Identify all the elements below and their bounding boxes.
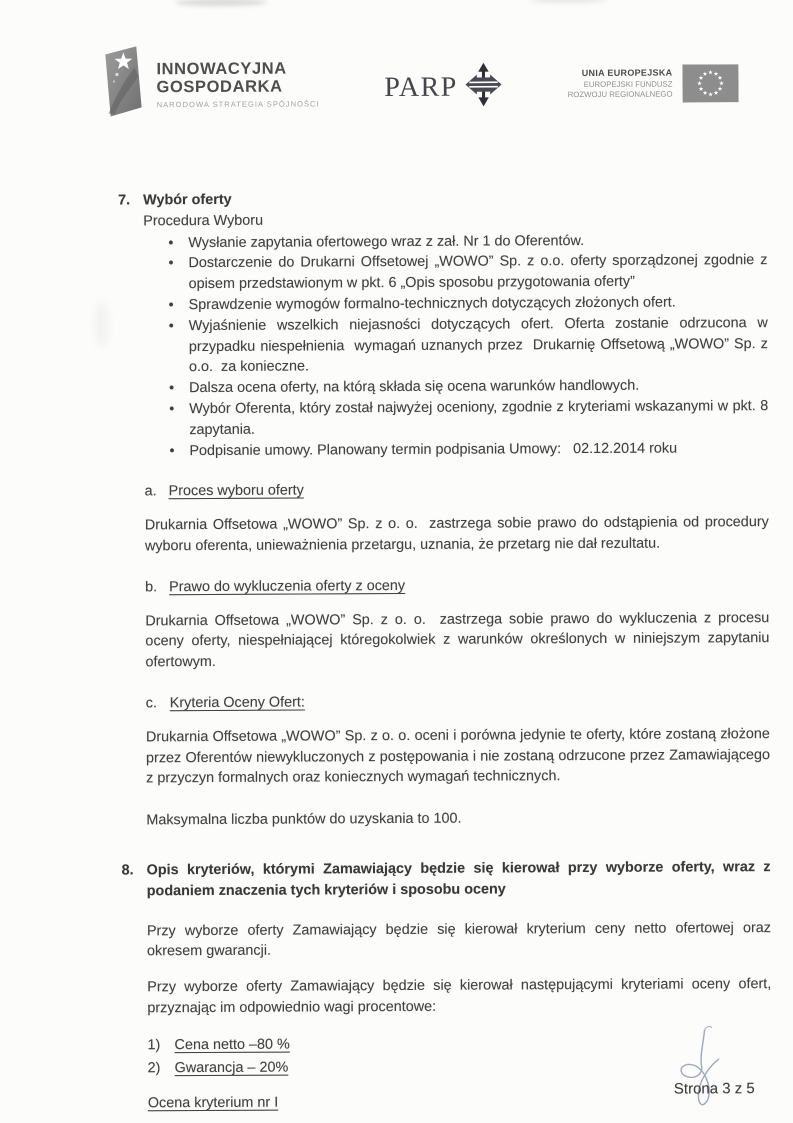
section-8-number: 8. [121, 862, 134, 879]
subsection-letter: b. [145, 579, 158, 596]
criterion-label: Gwarancja – 20% [174, 1059, 289, 1076]
subsection-c-paragraph: Drukarnia Offsetowa „WOWO” Sp. z o. o. oceni i porówna jedynie te oferty, które zostaną złożone przez Oferentów niewykluczonych z postępowania i nie zostaną odrzucone przez Zamawiającego z przyczyn formalnych oraz koniecznych wymagań technicznych. [145, 725, 771, 787]
document-body [118, 187, 772, 1114]
ig-title-line2: GOSPODARKA [156, 77, 283, 96]
eu-text-line2: EUROPEJSKI FUNDUSZ [583, 79, 673, 90]
innowacyjna-gospodarka-logo [101, 44, 319, 122]
ig-flag-star-icon [101, 45, 145, 122]
section-8-paragraph-2: Przy wyborze oferty Zamawiający będzie się kierował następującymi kryteriami oceny ofert, przyznając im odpowiednio wagi procentowe: [147, 976, 772, 1017]
subsection-title: Prawo do wykluczenia oferty z oceny [169, 577, 406, 595]
subsection-a-paragraph: Drukarnia Offsetowa „WOWO” Sp. z o. o. zastrzega sobie prawo do odstąpienia od procedury wyboru oferenta, unieważnienia przetargu, uznania, że przetarg nie dał rezultatu. [144, 514, 769, 555]
parp-wordmark: PARP [384, 71, 458, 103]
subsection-b-paragraph: Drukarnia Offsetowa „WOWO” Sp. z o. o. zastrzega sobie prawo do wykluczenia z procesu oceny oferty, niespełniającej któregokolwiek z warunków określonych w niniejszym zapytaniu ofertowym. [145, 609, 770, 671]
criterion-item [147, 1031, 771, 1057]
scan-smudge [95, 302, 109, 348]
eu-text-line3: ROZWOJU REGIONALNEGO [567, 89, 673, 99]
parp-arrows-icon [465, 61, 503, 112]
eu-flag-icon [682, 64, 738, 107]
bullet-item: • Dostarczenie do Drukarni Offsetowej „WOWO” Sp. z o.o. oferty sporządzonej zgodnie z opisem przedstawionym w pkt. 6 „Opis sposobu przygotowania oferty” [143, 250, 767, 295]
ocena-kryterium-heading: Ocena kryterium nr I [147, 1094, 279, 1112]
scan-smudge [175, 0, 267, 6]
subsection-c-heading [146, 690, 770, 714]
section-7-subtitle: Procedura Wyboru [143, 212, 264, 230]
section-8-title: Opis kryteriów, którymi Zamawiający będzie się kierował przy wyborze oferty, wraz z podaniem znaczenia tych kryteriów i sposobu oceny [146, 858, 771, 900]
criterion-number: 2) [147, 1059, 161, 1077]
header-logos [101, 42, 738, 122]
bullet-item: • Dalsza ocena oferty, na którą składa się ocena warunków handlowych. [144, 375, 768, 399]
ig-title-line1: INNOWACYJNA [156, 59, 287, 79]
subsection-a-heading [145, 478, 769, 502]
bullet-item: • Wyjaśnienie wszelkich niejasności dotyczących ofert. Oferta zostanie odrzucona w przypadku niespełnienia wymagań uznanych przez Drukarnię Offsetową „WOWO” Sp. z o.o. za konieczne. [144, 313, 768, 379]
subsection-b-heading [145, 574, 769, 598]
criterion-label: Cena netto –80 % [174, 1036, 290, 1053]
section-7 [118, 187, 770, 831]
section-7-number: 7. [118, 192, 131, 209]
eu-logo [568, 64, 739, 108]
criterion-item [148, 1054, 772, 1080]
subsection-title: Kryteria Oceny Ofert: [169, 694, 305, 712]
section-7-title: Wybór oferty [143, 191, 232, 209]
bullet-item: • Wybór Oferenta, który został najwyżej oceniony, zgodnie z kryteriami wskazanymi w pkt. 8 zapytania. [144, 396, 768, 441]
criterion-number: 1) [147, 1036, 161, 1054]
subsection-title: Proces wyboru oferty [168, 482, 304, 500]
bullet-item: • Podpisanie umowy. Planowany termin podpisania Umowy: 02.12.2014 roku [144, 438, 768, 462]
section-8-paragraph-1: Przy wyborze oferty Zamawiający będzie się kierował kryterium ceny netto ofertowej oraz okresem gwarancji. [146, 919, 771, 960]
procedure-bullet-list [143, 230, 768, 462]
max-points-line: Maksymalna liczba punktów do uzyskania to 100. [146, 810, 462, 829]
section-8 [122, 857, 772, 1114]
bullet-item: • Sprawdzenie wymogów formalno-technicznych dotyczących złożonych ofert. [144, 292, 768, 316]
parp-logo [384, 61, 503, 113]
subsection-letter: a. [144, 483, 157, 500]
bullet-item: • Wysłanie zapytania ofertowego wraz z zał. Nr 1 do Oferentów. [143, 230, 767, 254]
criteria-list [147, 1031, 771, 1080]
ig-subtitle: NARODOWA STRATEGIA SPÓJNOŚCI [156, 99, 320, 110]
eu-text-line1: UNIA EUROPEJSKA [581, 67, 673, 79]
page-number-label: Strona 3 z 5 [673, 1080, 755, 1098]
subsection-letter: c. [145, 695, 157, 712]
scan-smudge [529, 0, 607, 3]
